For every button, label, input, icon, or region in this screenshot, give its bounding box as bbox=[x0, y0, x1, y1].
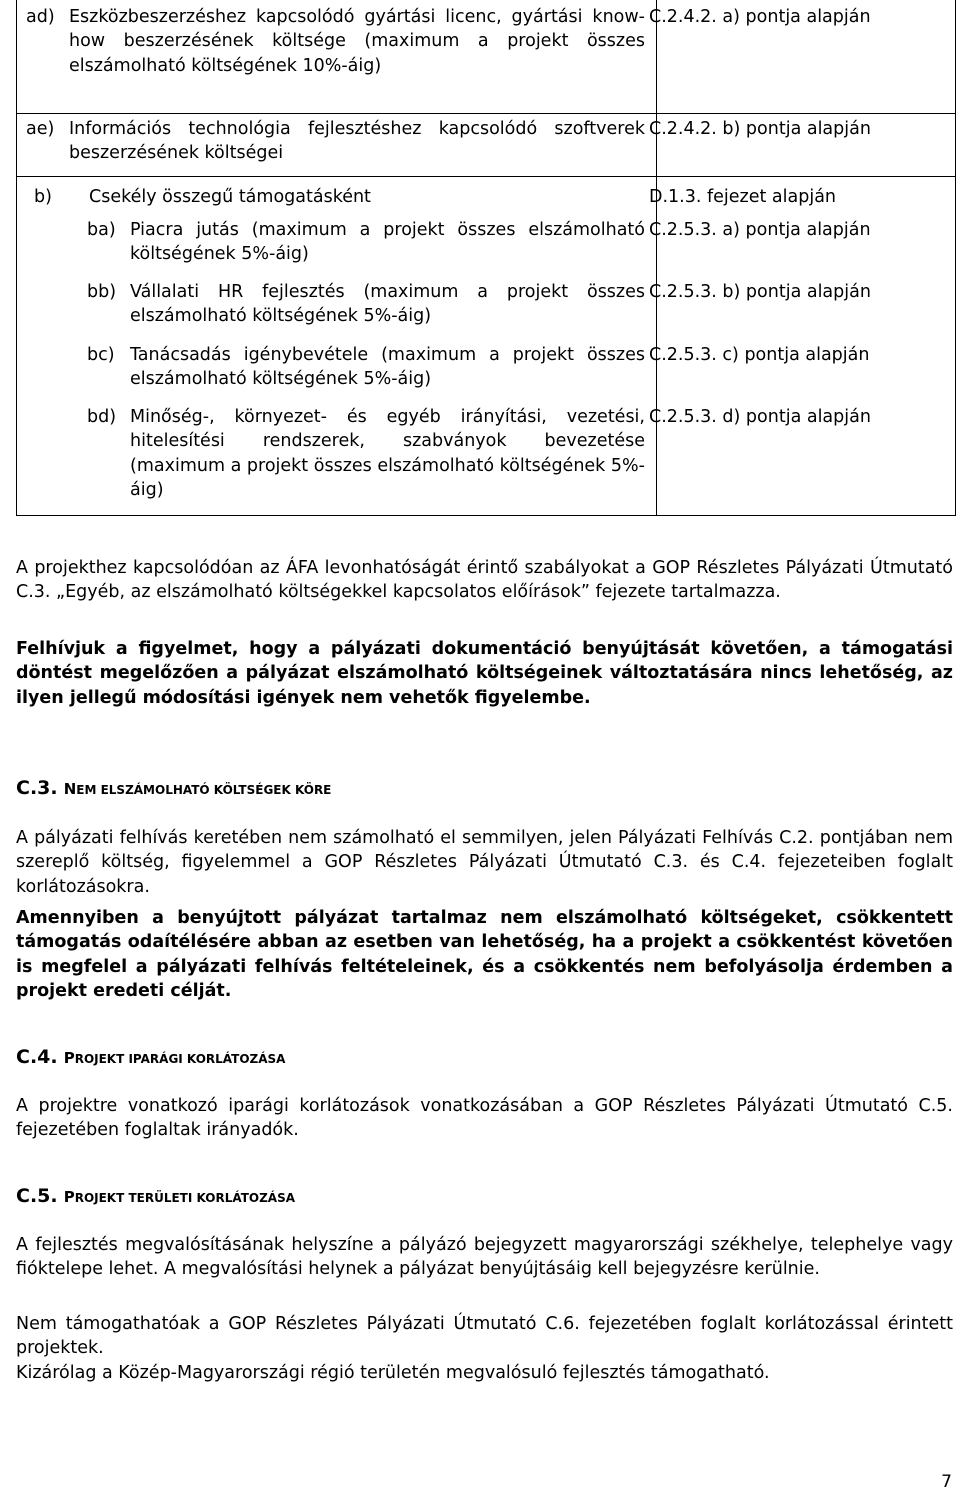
row-reference: C.2.4.2. b) pontja alapján bbox=[649, 119, 871, 139]
row-description bbox=[34, 185, 627, 210]
row-reference: C.2.5.3. c) pontja alapján bbox=[649, 345, 870, 365]
row-label: ad) bbox=[26, 7, 55, 27]
row-text: Minőség-, környezet- és egyéb irányítási, vezetési, hitelesítési rendszerek, szabványok bevezetése (maximum a projekt összes elszámolható költségének 5%-áig) bbox=[130, 407, 645, 500]
reduction-paragraph: Amennyiben a benyújtott pályázat tartalmaz nem elszámolható költségeket, csökkentett támogatás odaítélésére abban az esetben van lehetőség, ha a projekt a csökkentést követően is megfelel a pályázati felhívás feltételeinek, és a csökkentés nem befolyásolja érdemben a projekt eredeti célját. bbox=[16, 908, 953, 1001]
section-number: C.4. bbox=[16, 1046, 58, 1068]
section-number: C.5. bbox=[16, 1185, 58, 1207]
industry-paragraph: A projektre vonatkozó iparági korlátozások vonatkozásában a GOP Részletes Pályázati Útmutató C.5. fejezetében foglaltak irányadók. bbox=[16, 1096, 953, 1141]
location-paragraph: A fejlesztés megvalósításának helyszíne a pályázó bejegyzett magyarországi székhelye, telephelye vagy fióktelepe lehet. A megvalósítási helynek a pályázat benyújtásáig kell bejegyzésre kerülnie. bbox=[16, 1235, 953, 1280]
row-description bbox=[87, 280, 645, 330]
row-description bbox=[26, 117, 645, 167]
gop-restriction-paragraph: Nem támogathatóak a GOP Részletes Pályázati Útmutató C.6. fejezetében foglalt korlátozással érintett projektek. bbox=[16, 1314, 953, 1359]
row-label: ba) bbox=[87, 220, 116, 240]
row-reference: C.2.4.2. a) pontja alapján bbox=[649, 7, 871, 27]
section-heading-c5 bbox=[16, 1184, 295, 1210]
table-row-divider bbox=[17, 113, 955, 114]
row-description bbox=[87, 218, 645, 268]
page-number: 7 bbox=[941, 1472, 952, 1492]
region-paragraph: Kizárólag a Közép-Magyarországi régió területén megvalósuló fejlesztés támogatható. bbox=[16, 1363, 770, 1383]
section-heading-c3 bbox=[16, 776, 331, 802]
row-label: ae) bbox=[26, 119, 55, 139]
row-label: bd) bbox=[87, 407, 117, 427]
row-description bbox=[87, 405, 645, 505]
row-reference: C.2.5.3. d) pontja alapján bbox=[649, 407, 871, 427]
cost-table bbox=[16, 0, 956, 516]
row-description bbox=[26, 5, 645, 103]
row-text: Vállalati HR fejlesztés (maximum a projekt összes elszámolható költségének 5%-áig) bbox=[130, 282, 645, 327]
row-label: b) bbox=[34, 187, 52, 207]
row-reference: D.1.3. fejezet alapján bbox=[649, 187, 837, 207]
table-column-divider bbox=[656, 0, 657, 515]
row-label: bb) bbox=[87, 282, 117, 302]
section-title: NEM ELSZÁMOLHATÓ KÖLTSÉGEK KÖRE bbox=[63, 780, 332, 798]
notice-paragraph: Felhívjuk a figyelmet, hogy a pályázati dokumentáció benyújtását követően, a támogatási döntést megelőzően a pályázat elszámolható költségeinek változtatására nincs lehetőség, az ilyen jellegű módosítási igények nem vehetők figyelembe. bbox=[16, 639, 953, 708]
row-reference: C.2.5.3. a) pontja alapján bbox=[649, 220, 871, 240]
non-eligible-paragraph: A pályázati felhívás keretében nem számolható el semmilyen, jelen Pályázati Felhívás C.2. pontjában nem szereplő költség, figyelemmel a GOP Részletes Pályázati Útmutató C.3. és C.4. fejezeteiben foglalt korlátozásokra. bbox=[16, 828, 953, 897]
row-text: Tanácsadás igénybevétele (maximum a projekt összes elszámolható költségének 5%-áig) bbox=[130, 345, 645, 390]
vat-paragraph: A projekthez kapcsolódóan az ÁFA levonhatóságát érintő szabályokat a GOP Részletes Pályázati Útmutató C.3. „Egyéb, az elszámolható költségekkel kapcsolatos előírások” fejezete tartalmazza. bbox=[16, 558, 953, 603]
section-number: C.3. bbox=[16, 777, 58, 799]
section-heading-c4 bbox=[16, 1045, 285, 1071]
row-text: Piacra jutás (maximum a projekt összes elszámolható költségének 5%-áig) bbox=[130, 220, 645, 265]
row-description bbox=[87, 343, 645, 393]
row-reference: C.2.5.3. b) pontja alapján bbox=[649, 282, 871, 302]
table-row-divider bbox=[17, 176, 955, 177]
section-title: PROJEKT IPARÁGI KORLÁTOZÁSA bbox=[63, 1049, 286, 1067]
row-label: bc) bbox=[87, 345, 115, 365]
row-text: Információs technológia fejlesztéshez kapcsolódó szoftverek beszerzésének költségei bbox=[69, 119, 645, 164]
row-text: Eszközbeszerzéshez kapcsolódó gyártási licenc, gyártási know-how beszerzésének költsége (maximum a projekt összes elszámolható költségének 10%-áig) bbox=[69, 7, 645, 76]
row-text: Csekély összegű támogatásként bbox=[89, 187, 371, 207]
section-title: PROJEKT TERÜLETI KORLÁTOZÁSA bbox=[63, 1188, 296, 1206]
